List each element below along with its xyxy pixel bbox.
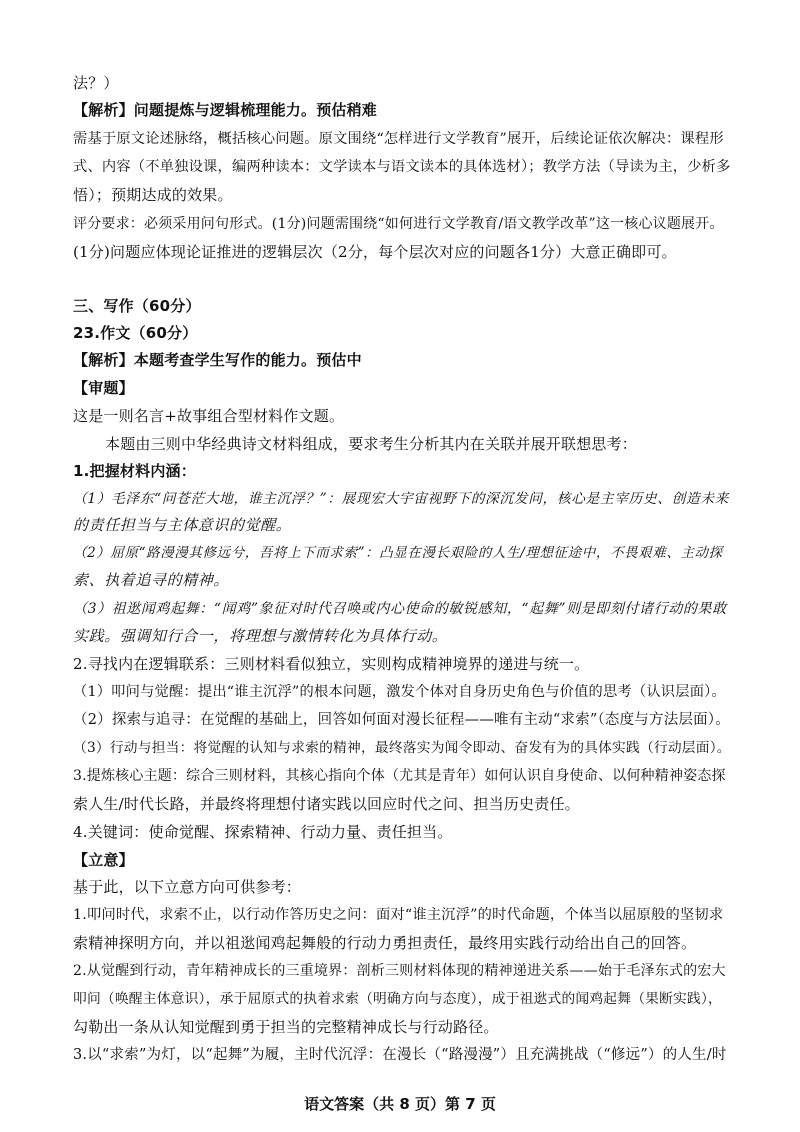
text-line: 索精神探明方向，并以祖逖闻鸡起舞般的行动力勇担责任，最终用实践行动给出自己的回答。: [73, 934, 697, 952]
page-footer: 语文答案（共 8 页）第 7 页: [304, 1095, 496, 1113]
analysis-heading: 【解析】问题提炼与逻辑梳理能力。预估稍难: [73, 101, 378, 119]
text-line: (1分)问题应体现论证推进的逻辑层次（2分，每个层次对应的问题各1分）大意正确即可。: [73, 243, 677, 261]
text-line: （3）行动与担当：将觉醒的认知与求索的精神，最终落实为闻令即动、奋发有为的具体实践（行动层面）。: [73, 740, 731, 756]
thesis-heading: 【立意】: [73, 851, 134, 869]
point-heading: 1.把握材料内涵：: [73, 462, 196, 480]
text-line: 法？）: [73, 74, 119, 92]
text-line: （2）屈原“路漫漫其修远兮，吾将上下而求索”：凸显在漫长艰险的人生/理想征途中，不畏艰难、主动探: [73, 545, 723, 561]
text-line: 式、内容（不单独设课，编两种读本：文学读本与语文读本的具体选材）；教学方法（导读为主，少析多: [73, 159, 731, 175]
text-line: 本题由三则中华经典诗文材料组成，要求考生分析其内在关联并展开联想思考：: [105, 435, 638, 453]
text-line: 叩问（唤醒主体意识），承于屈原式的执着求索（明确方向与态度），成于祖逖式的闻鸡起舞（果断实践），: [73, 991, 722, 1007]
point-heading: 2.寻找内在逻辑联系：三则材料看似独立，实则构成精神境界的递进与统一。: [73, 655, 590, 673]
text-line: 实践。强调知行合一，将理想与激情转化为具体行动。: [73, 627, 448, 645]
text-line: （1）毛泽东“问苍茫大地，谁主沉浮？”：展现宏大宇宙视野下的深沉发问，核心是主宰历史、创造未来: [73, 491, 730, 507]
text-line: 这是一则名言+故事组合型材料作文题。: [73, 407, 345, 425]
text-line: （3）祖逖闻鸡起舞：“闻鸡”象征对时代召唤或内心使命的敏锐感知，“起舞”则是即刻付诸行动的果敢: [73, 601, 727, 617]
review-heading: 【审题】: [73, 379, 134, 397]
text-line: 需基于原文论述脉络，概括核心问题。原文围绕“怎样进行文学教育”展开，后续论证依次解决：课程形: [73, 131, 724, 147]
point-heading: 3.提炼核心主题：综合三则材料，其核心指向个体（尤其是青年）如何认识自身使命、以何种精神姿态探: [73, 768, 726, 784]
text-line: （1）叩问与觉醒：提出“谁主沉浮”的根本问题，激发个体对自身历史角色与价值的思考（认识层面）。: [73, 684, 726, 700]
section-heading: 三、写作（60分）: [73, 297, 201, 315]
text-line: 1.叩问时代，求索不止，以行动作答历史之问：面对“谁主沉浮”的时代命题，个体当以屈原般的坚韧求: [73, 907, 724, 923]
text-line: （2）探索与追寻：在觉醒的基础上，回答如何面对漫长征程——唯有主动“求索”（态度与方法层面）。: [73, 712, 730, 728]
question-heading: 23.作文（60分）: [73, 324, 198, 342]
text-line: 索人生/时代长路，并最终将理想付诸实践以回应时代之问、担当历史责任。: [73, 795, 580, 813]
text-line: 2.从觉醒到行动，青年精神成长的三重境界：剖析三则材料体现的精神递进关系——始于毛泽东式的宏大: [73, 963, 726, 979]
point-heading: 4.关键词：使命觉醒、探索精神、行动力量、责任担当。: [73, 823, 453, 841]
text-line: 的责任担当与主体意识的觉醒。: [73, 516, 292, 534]
analysis-heading: 【解析】本题考查学生写作的能力。预估中: [73, 351, 362, 369]
text-line: 评分要求：必须采用问句形式。(1分)问题需围绕“如何进行文学教育/语文教学改革”这一核心议题展开。: [73, 216, 724, 232]
text-line: 基于此，以下立意方向可供参考：: [73, 878, 302, 896]
text-line: 3.以“求索”为灯，以“起舞”为履，主时代沉浮：在漫长（“路漫漫”）且充满挑战（“修远”）的人生/时: [73, 1047, 727, 1063]
text-line: 悟）；预期达成的效果。: [73, 186, 233, 204]
text-line: 索、执着追寻的精神。: [73, 571, 230, 589]
text-line: 勾勒出一条从认知觉醒到勇于担当的完整精神成长与行动路径。: [73, 1018, 499, 1036]
